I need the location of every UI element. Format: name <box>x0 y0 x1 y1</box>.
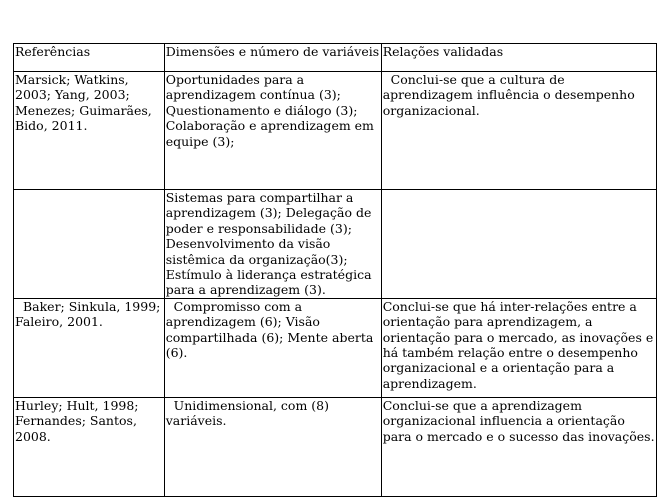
cell-references-text: Baker; Sinkula, 1999; Faleiro, 2001. <box>15 298 161 330</box>
cell-references: Hurley; Hult, 1998; Fernandes; Santos, 2008. <box>14 397 165 496</box>
header-dimensions: Dimensões e número de variáveis <box>164 44 381 72</box>
references-table <box>13 43 657 497</box>
cell-dimensions-text: Compromisso com a aprendizagem (6); Visão compartilhada (6); Mente aberta (6). <box>165 298 374 361</box>
table-row <box>14 72 657 190</box>
header-references: Referências <box>14 44 165 72</box>
header-relations: Relações validadas <box>381 44 656 72</box>
cell-relations-text: Conclui-se que a cultura de aprendizagem influência o desempenho organizacional. <box>382 72 635 118</box>
cell-references: Marsick; Watkins, 2003; Yang, 2003; Menezes; Guimarães, Bido, 2011. <box>14 72 165 190</box>
cell-relations: Conclui-se que a aprendizagem organizacional influencia a orientação para o mercado e o sucesso das inovações. <box>381 397 656 496</box>
cell-dimensions <box>164 298 381 397</box>
header-row <box>14 44 657 72</box>
table-row <box>14 298 657 397</box>
cell-relations: Conclui-se que há inter-relações entre a orientação para aprendizagem, a orientação para o mercado, as inovações e há também relação entre o desempenho organizacional e a orientação para a aprendizagem. <box>381 298 656 397</box>
cell-dimensions: Sistemas para compartilhar a aprendizagem (3); Delegação de poder e responsabilidade (3); Desenvolvimento da visão sistêmica da organização(3); Estímulo à liderança estratégica para a aprendizagem (3). <box>164 190 381 299</box>
cell-dimensions-text: Unidimensional, com (8) variáveis. <box>165 397 329 429</box>
cell-dimensions <box>164 397 381 496</box>
cell-references <box>14 298 165 397</box>
cell-references <box>14 190 165 299</box>
cell-dimensions: Oportunidades para a aprendizagem contínua (3); Questionamento e diálogo (3); Colaboração e aprendizagem em equipe (3); <box>164 72 381 190</box>
cell-relations <box>381 72 656 190</box>
table-row <box>14 190 657 299</box>
table-row <box>14 397 657 496</box>
cell-relations <box>381 190 656 299</box>
